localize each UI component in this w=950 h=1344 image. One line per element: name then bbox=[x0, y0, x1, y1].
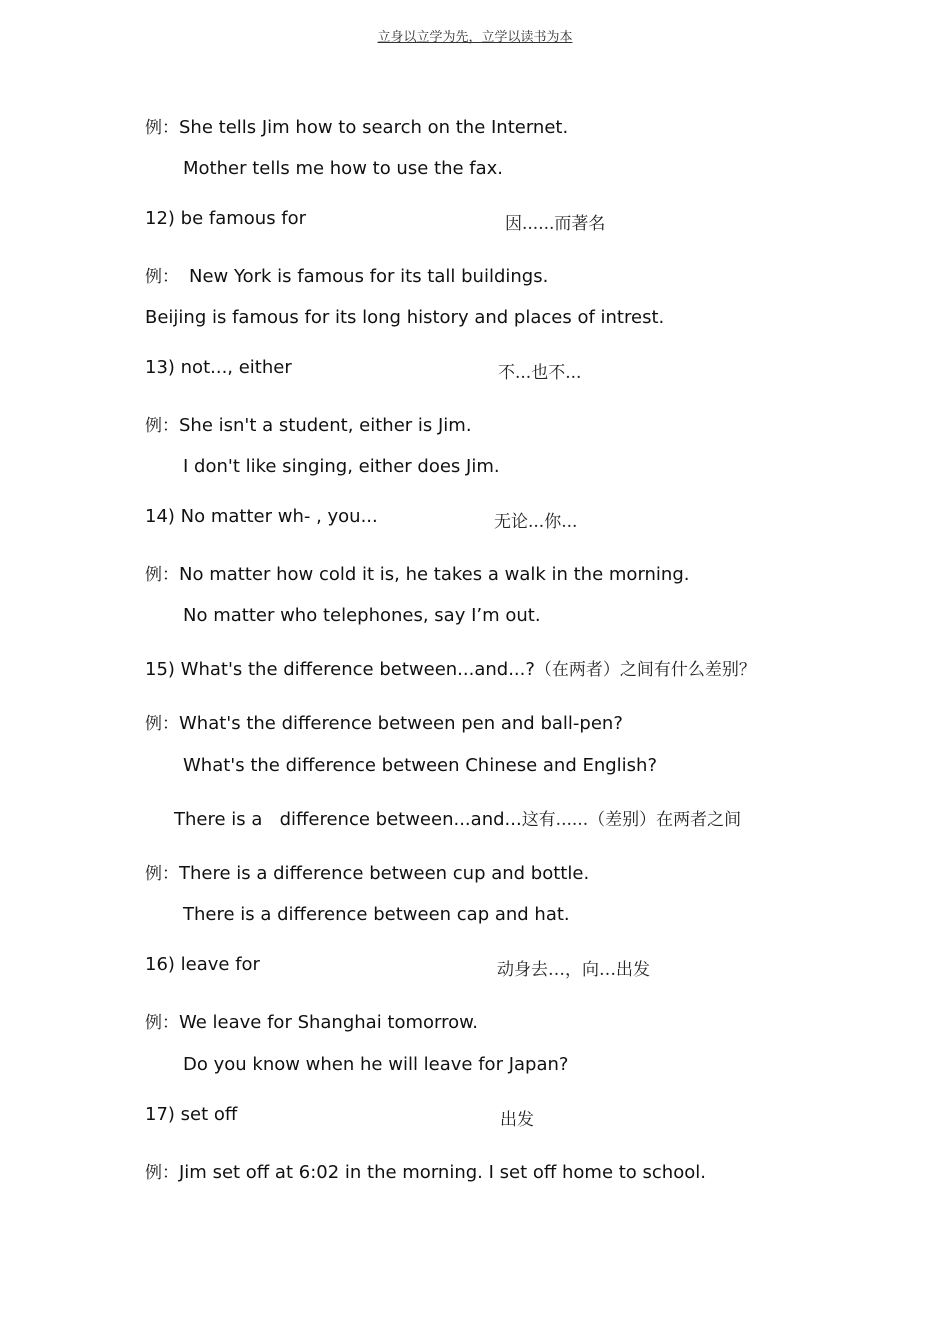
example-sentence: Beijing is famous for its long history and places of intrest. bbox=[145, 307, 665, 328]
example-line bbox=[145, 262, 548, 287]
example-label: 例： bbox=[145, 565, 179, 585]
phrase-gloss: 动身去…，向…出发 bbox=[497, 960, 650, 980]
phrase-gloss: 这有......（差别）在两者之间 bbox=[521, 810, 742, 830]
example-label: 例： bbox=[145, 118, 179, 138]
example-label: 例： bbox=[145, 1013, 179, 1033]
example-sentence: She tells Jim how to search on the Internet. bbox=[179, 117, 569, 138]
example-line bbox=[145, 1158, 706, 1183]
example-line bbox=[145, 560, 690, 585]
phrase-heading: 13) not..., either bbox=[145, 357, 292, 378]
phrase-heading: 16) leave for bbox=[145, 954, 260, 975]
example-sentence: Jim set off at 6:02 in the morning. I set off home to school. bbox=[179, 1162, 706, 1183]
phrase-heading-text: 15) What's the difference between...and...? bbox=[145, 659, 535, 680]
phrase-gloss: 因......而著名 bbox=[505, 214, 606, 234]
example-sentence: Do you know when he will leave for Japan? bbox=[183, 1054, 569, 1075]
example-line bbox=[145, 1008, 478, 1033]
example-sentence: I don't like singing, either does Jim. bbox=[183, 456, 500, 477]
example-line bbox=[145, 859, 589, 884]
example-sentence: She isn't a student, either is Jim. bbox=[179, 415, 472, 436]
example-line bbox=[145, 709, 623, 734]
phrase-heading: 12) be famous for bbox=[145, 208, 307, 229]
example-label: 例： bbox=[145, 1163, 179, 1183]
example-label: 例： bbox=[145, 416, 179, 436]
page-header: 立身以立学为先，立学以读书为本 bbox=[377, 30, 573, 45]
phrase-heading bbox=[145, 655, 756, 680]
phrase-gloss: 不...也不... bbox=[498, 363, 582, 383]
example-label: 例： bbox=[145, 864, 179, 884]
example-sentence: There is a difference between cup and bottle. bbox=[179, 863, 590, 884]
phrase-subheading bbox=[174, 805, 741, 830]
example-label: 例： bbox=[145, 267, 179, 287]
phrase-subheading-text: There is a difference between...and... bbox=[174, 809, 522, 830]
example-sentence: New York is famous for its tall buildings. bbox=[189, 266, 549, 287]
example-line bbox=[145, 411, 472, 436]
example-sentence: What's the difference between pen and ball-pen? bbox=[179, 713, 623, 734]
example-sentence: There is a difference between cap and hat. bbox=[183, 904, 570, 925]
phrase-heading: 17) set off bbox=[145, 1104, 238, 1125]
phrase-gloss: 无论...你... bbox=[494, 512, 578, 532]
example-sentence: No matter how cold it is, he takes a walk in the morning. bbox=[179, 564, 690, 585]
example-label: 例： bbox=[145, 714, 179, 734]
example-sentence: Mother tells me how to use the fax. bbox=[183, 158, 504, 179]
example-sentence: What's the difference between Chinese and English? bbox=[183, 755, 658, 776]
phrase-gloss: （在两者）之间有什么差别？ bbox=[534, 660, 756, 680]
phrase-heading: 14) No matter wh- , you... bbox=[145, 506, 378, 527]
example-sentence: We leave for Shanghai tomorrow. bbox=[179, 1012, 478, 1033]
phrase-gloss: 出发 bbox=[500, 1110, 534, 1130]
example-sentence: No matter who telephones, say I’m out. bbox=[183, 605, 541, 626]
example-line bbox=[145, 113, 568, 138]
